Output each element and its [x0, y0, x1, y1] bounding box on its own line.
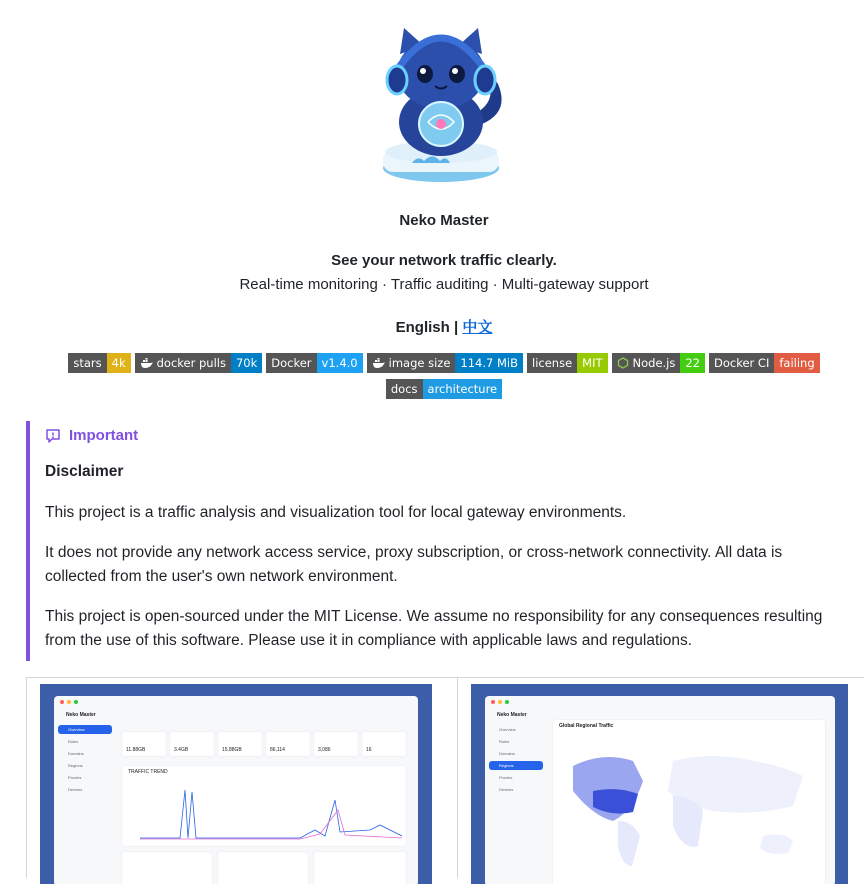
badge-license-value: MIT — [577, 353, 607, 373]
badge-nodejs-value: 22 — [680, 353, 705, 373]
app-title: Neko Master — [66, 712, 96, 718]
language-link-chinese[interactable]: 中文 — [462, 319, 493, 336]
project-title: Neko Master — [399, 212, 489, 229]
badge-docker-pulls[interactable] — [135, 353, 263, 373]
nav-item-rules[interactable]: Rules — [68, 739, 79, 744]
nav-item-domains[interactable]: Domains — [68, 751, 84, 756]
disclaimer-paragraph: It does not provide any network access service, proxy subscription, or cross-network connectivity. All data is collected from the user's own network environment. — [45, 544, 783, 585]
disclaimer-paragraph: This project is open-sourced under the MIT License. We assume no responsibility for any consequences resulting from the use of this software. Please use it in compliance with applicable laws and regulations. — [45, 608, 823, 649]
neko-master-mascot-logo — [370, 18, 512, 184]
screenshot-table — [26, 677, 864, 878]
badge-docker-ci-label: Docker CI — [714, 356, 770, 370]
badge-docs[interactable] — [386, 379, 502, 399]
nav-item-devices[interactable]: Devices — [499, 787, 514, 792]
badge-image-size-label: image size — [388, 356, 451, 370]
report-icon — [45, 428, 61, 444]
badge-docker-version[interactable] — [266, 353, 362, 373]
callout-label: Important — [69, 427, 139, 444]
language-switcher — [0, 316, 864, 337]
nodejs-icon — [617, 357, 629, 369]
global-regional-traffic-panel — [553, 720, 825, 884]
badge-docker-version-label: Docker — [271, 356, 312, 370]
disclaimer-paragraph: This project is a traffic analysis and visualization tool for local gateway environments. — [45, 504, 627, 521]
stat-card: 3,086 — [314, 732, 358, 756]
traffic-trend-sparkline — [140, 780, 402, 840]
badge-nodejs[interactable] — [612, 353, 706, 373]
nav-item-proxies[interactable]: Proxies — [68, 775, 82, 780]
badge-row — [0, 379, 864, 399]
app-sidebar — [485, 710, 547, 884]
language-separator: | — [453, 319, 459, 336]
nav-item-rules[interactable]: Rules — [499, 739, 510, 744]
top-proxies-panel — [218, 852, 308, 884]
world-map — [563, 736, 815, 876]
stat-card: 16 — [362, 732, 406, 756]
window-controls — [491, 700, 509, 704]
stat-card: 15.88GB — [218, 732, 262, 756]
window-controls — [60, 700, 78, 704]
nav-item-regions[interactable]: Regions — [68, 763, 83, 768]
nav-item-devices[interactable]: Devices — [68, 787, 83, 792]
app-title: Neko Master — [497, 712, 527, 718]
docker-icon — [140, 358, 153, 368]
nav-item-overview[interactable]: Overview — [58, 725, 112, 734]
badge-docker-ci[interactable] — [709, 353, 820, 373]
callout-header — [45, 427, 138, 444]
badge-docs-label: docs — [390, 382, 418, 396]
top-domains-panel — [122, 852, 212, 884]
nav-item-domains[interactable]: Domains — [499, 751, 515, 756]
regions-screenshot[interactable] — [471, 684, 848, 884]
badge-nodejs-label: Node.js — [632, 356, 676, 370]
badge-docs-value: architecture — [423, 379, 503, 399]
badge-license-label: license — [532, 356, 573, 370]
badge-stars-label: stars — [73, 356, 102, 370]
language-current: English — [395, 319, 450, 336]
important-callout — [26, 421, 846, 661]
overview-screenshot[interactable] — [40, 684, 432, 884]
project-tagline: See your network traffic clearly. — [331, 252, 557, 269]
badge-stars[interactable] — [68, 353, 130, 373]
badge-docker-ci-value: failing — [774, 353, 819, 373]
badge-image-size-value: 114.7 MiB — [455, 353, 523, 373]
app-sidebar — [54, 710, 116, 884]
badge-docker-version-value: v1.4.0 — [317, 353, 363, 373]
traffic-trend-panel — [122, 766, 406, 846]
project-subtagline: Real-time monitoring · Traffic auditing · Multi-gateway support — [239, 276, 649, 293]
stat-card: 86,114 — [266, 732, 310, 756]
badge-license[interactable] — [527, 353, 608, 373]
panel-title: Global Regional Traffic — [559, 723, 614, 729]
docker-icon — [372, 358, 385, 368]
badge-image-size[interactable] — [367, 353, 523, 373]
nav-item-overview[interactable]: Overview — [499, 727, 516, 732]
stat-card: 11.88GB — [122, 732, 166, 756]
nav-item-regions[interactable]: Regions — [489, 761, 543, 770]
stat-card: 3.4GB — [170, 732, 214, 756]
badge-docker-pulls-value: 70k — [231, 353, 262, 373]
panel-title: TRAFFIC TREND — [128, 769, 168, 775]
badge-stars-value: 4k — [107, 353, 131, 373]
nav-item-proxies[interactable]: Proxies — [499, 775, 513, 780]
screenshot-cell-overview — [26, 678, 458, 878]
screenshot-cell-regions — [457, 678, 864, 878]
badge-row — [0, 353, 864, 373]
top-regions-panel — [314, 852, 406, 884]
badge-docker-pulls-label: docker pulls — [156, 356, 226, 370]
disclaimer-heading: Disclaimer — [45, 463, 124, 480]
